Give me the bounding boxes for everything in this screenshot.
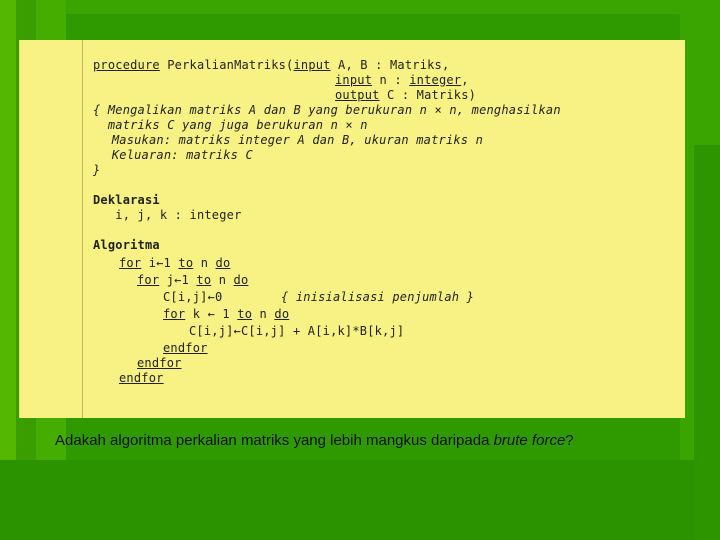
section-heading-deklarasi: Deklarasi [93, 193, 160, 207]
code-text: , [461, 73, 469, 87]
keyword: procedure [93, 58, 160, 72]
endfor-k: endfor [163, 341, 208, 355]
caption-text: Adakah algoritma perkalian matriks yang lebih mangkus daripada [55, 432, 494, 449]
endfor-i: endfor [119, 371, 164, 385]
keyword: do [215, 256, 231, 270]
decor-bar [0, 0, 720, 14]
comment-line: { Mengalikan matriks A dan B yang berukuran n × n, menghasilkan [93, 103, 561, 117]
init-statement: C[i,j]←0 [163, 290, 223, 304]
init-comment: { inisialisasi penjumlah } [281, 290, 475, 304]
code-text: i←1 [141, 256, 179, 270]
procedure-line-2 [335, 73, 469, 87]
code-text: j←1 [159, 273, 197, 287]
pseudocode-block [82, 40, 685, 418]
code-text: PerkalianMatriks( [159, 58, 294, 72]
keyword: to [178, 256, 194, 270]
keyword: input [335, 73, 373, 87]
keyword: to [196, 273, 212, 287]
decor-bar [0, 460, 720, 540]
code-text: n : [372, 73, 410, 87]
declaration-line: i, j, k : integer [93, 208, 242, 222]
caption-emphasis: brute force [493, 432, 566, 449]
keyword: do [274, 307, 290, 321]
decor-bar [694, 145, 720, 540]
slide-caption [55, 432, 574, 449]
comment-line: Keluaran: matriks C [97, 148, 253, 162]
caption-text: ? [565, 432, 574, 449]
keyword: for [163, 307, 186, 321]
code-text: C : Matriks) [379, 88, 477, 102]
code-text: k ← 1 [185, 307, 238, 321]
keyword: integer [409, 73, 462, 87]
procedure-line-3 [335, 88, 476, 102]
keyword: input [293, 58, 331, 72]
comment-line: Masukan: matriks integer A dan B, ukuran matriks n [97, 133, 484, 147]
comment-line: } [93, 163, 101, 177]
for-loop-k [163, 307, 289, 321]
code-text: n [252, 307, 275, 321]
code-text: A, B : Matriks, [330, 58, 450, 72]
code-text: n [211, 273, 234, 287]
code-image-panel [19, 40, 685, 418]
for-loop-j [137, 273, 248, 287]
comment-line: matriks C yang juga berukuran n × n [93, 118, 368, 132]
keyword: for [119, 256, 142, 270]
for-loop-i [119, 256, 230, 270]
decor-bar [0, 0, 16, 540]
procedure-line-1 [93, 58, 449, 72]
keyword: for [137, 273, 160, 287]
code-text: n [193, 256, 216, 270]
section-heading-algoritma: Algoritma [93, 238, 160, 252]
sum-statement: C[i,j]←C[i,j] + A[i,k]*B[k,j] [189, 324, 405, 338]
keyword: to [237, 307, 253, 321]
endfor-j: endfor [137, 356, 182, 370]
keyword: do [233, 273, 249, 287]
keyword: output [335, 88, 380, 102]
